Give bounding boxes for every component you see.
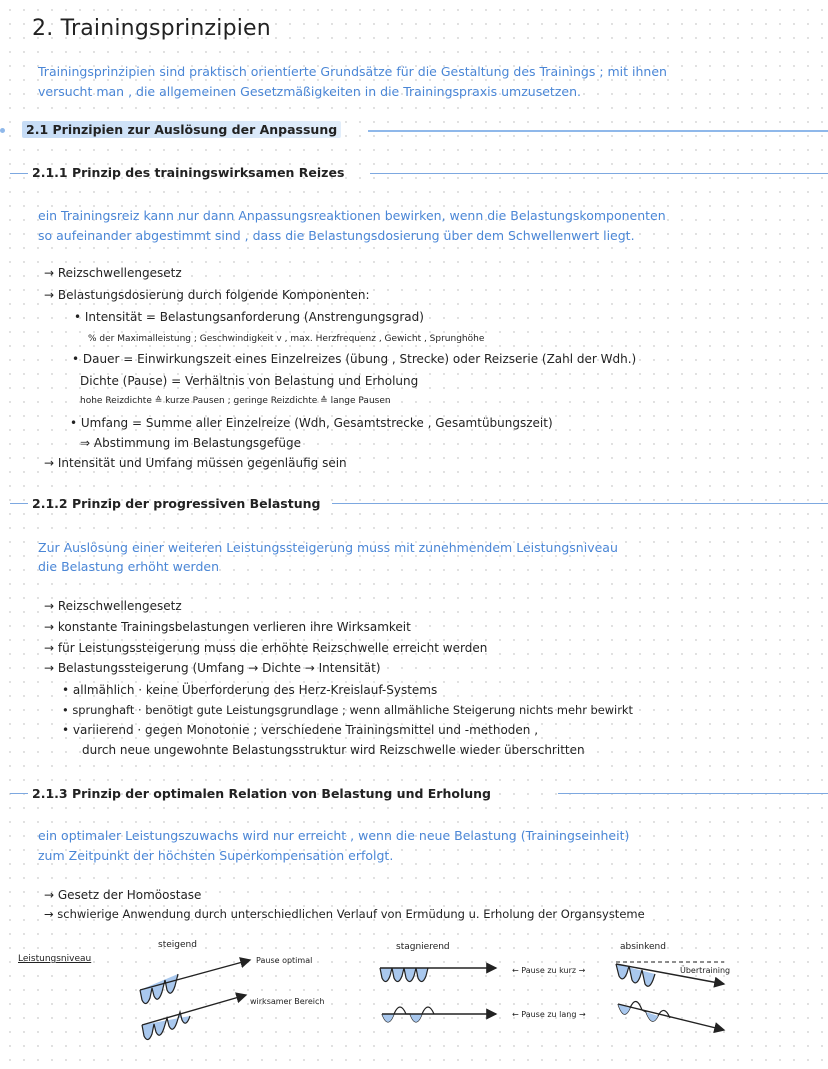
chart-stagnierend-kurz [380,968,496,982]
label-wirksamer-bereich: wirksamer Bereich [250,997,325,1006]
section-heading-2-1-3: 2.1.3 Prinzip der optimalen Relation von Belastung und Erholung [32,786,491,801]
section-heading-2-1-1: 2.1.1 Prinzip des trainingswirksamen Reizes [32,165,345,180]
list-item: → für Leistungssteigerung muss die erhöhte Reizschwelle erreicht werden [44,641,488,655]
list-item: → Belastungsdosierung durch folgende Komponenten: [44,288,370,302]
definition-line-2: die Belastung erhöht werden [38,559,219,574]
list-item: • Umfang = Summe aller Einzelreize (Wdh, Gesamtstrecke , Gesamtübungszeit) [70,416,553,430]
list-item: → konstante Trainingsbelastungen verlieren ihre Wirksamkeit [44,620,411,634]
list-item: • sprunghaft · benötigt gute Leistungsgrundlage ; wenn allmähliche Steigerung nichts mehr bewirkt [62,703,633,717]
list-item: • variierend · gegen Monotonie ; verschiedene Trainingsmittel und -methoden , [62,723,539,737]
page-title: 2. Trainingsprinzipien [32,16,271,41]
list-item: → schwierige Anwendung durch unterschiedlichen Verlauf von Ermüdung u. Erholung der Organsysteme [44,907,645,921]
list-item: → Gesetz der Homöostase [44,888,202,902]
definition-line-2: so aufeinander abgestimmt sind , dass die Belastungsdosierung über dem Schwellenwert liegt. [38,228,635,243]
list-item: → Reizschwellengesetz [44,599,182,613]
list-item: • allmählich · keine Überforderung des Herz-Kreislauf-Systems [62,683,438,697]
diagram-col-stagnierend: stagnierend [396,942,450,952]
definition-line-1: ein optimaler Leistungszuwachs wird nur erreicht , wenn die neue Belastung (Trainingseinheit) [38,828,630,843]
label-uebertraining: Übertraining [680,966,731,975]
diagram-col-steigend: steigend [158,940,197,950]
list-item: → Intensität und Umfang müssen gegenläufig sein [44,456,347,470]
list-item: Dichte (Pause) = Verhältnis von Belastung und Erholung [80,374,419,388]
definition-line-1: Zur Auslösung einer weiteren Leistungssteigerung muss mit zunehmendem Leistungsniveau [38,540,618,555]
intro-line-2: versucht man , die allgemeinen Gesetzmäßigkeiten in die Trainingspraxis umzusetzen. [38,84,581,99]
list-item: % der Maximalleistung ; Geschwindigkeit v , max. Herzfrequenz , Gewicht , Sprunghöhe [88,334,485,344]
definition-line-2: zum Zeitpunkt der höchsten Superkompensation erfolgt. [38,848,394,863]
label-pause-optimal: Pause optimal [256,956,313,965]
label-pause-zu-lang: ← Pause zu lang → [512,1010,586,1019]
list-item: • Dauer = Einwirkungszeit eines Einzelreizes (übung , Strecke) oder Reizserie (Zahl der Wdh.) [72,352,637,366]
chart-steigend-wirksam [142,995,246,1040]
list-item: durch neue ungewohnte Belastungsstruktur wird Reizschwelle wieder überschritten [82,743,585,757]
diagram-y-label: Leistungsniveau [18,954,92,964]
chart-absinkend-lang [618,1001,724,1030]
intro-line-1: Trainingsprinzipien sind praktisch orientierte Grundsätze für die Gestaltung des Trainings ; mit ihnen [38,64,667,79]
chart-absinkend-uebertraining [616,962,724,986]
list-item: • Intensität = Belastungsanforderung (Anstrengungsgrad) [74,310,424,324]
chart-stagnierend-lang [382,1007,496,1022]
list-item: → Reizschwellengesetz [44,266,182,280]
list-item: ⇒ Abstimmung im Belastungsgefüge [80,436,302,450]
list-item: → Belastungssteigerung (Umfang → Dichte → Intensität) [44,661,381,675]
section-heading-2-1: 2.1 Prinzipien zur Auslösung der Anpassung [22,122,341,137]
label-pause-zu-kurz: ← Pause zu kurz → [512,966,586,975]
chart-steigend-optimal [140,960,250,1004]
diagram-col-absinkend: absinkend [620,942,666,952]
list-item: hohe Reizdichte ≙ kurze Pausen ; geringe Reizdichte ≙ lange Pausen [80,396,391,406]
definition-line-1: ein Trainingsreiz kann nur dann Anpassungsreaktionen bewirken, wenn die Belastungskomponenten [38,208,666,223]
section-heading-2-1-2: 2.1.2 Prinzip der progressiven Belastung [32,496,321,511]
